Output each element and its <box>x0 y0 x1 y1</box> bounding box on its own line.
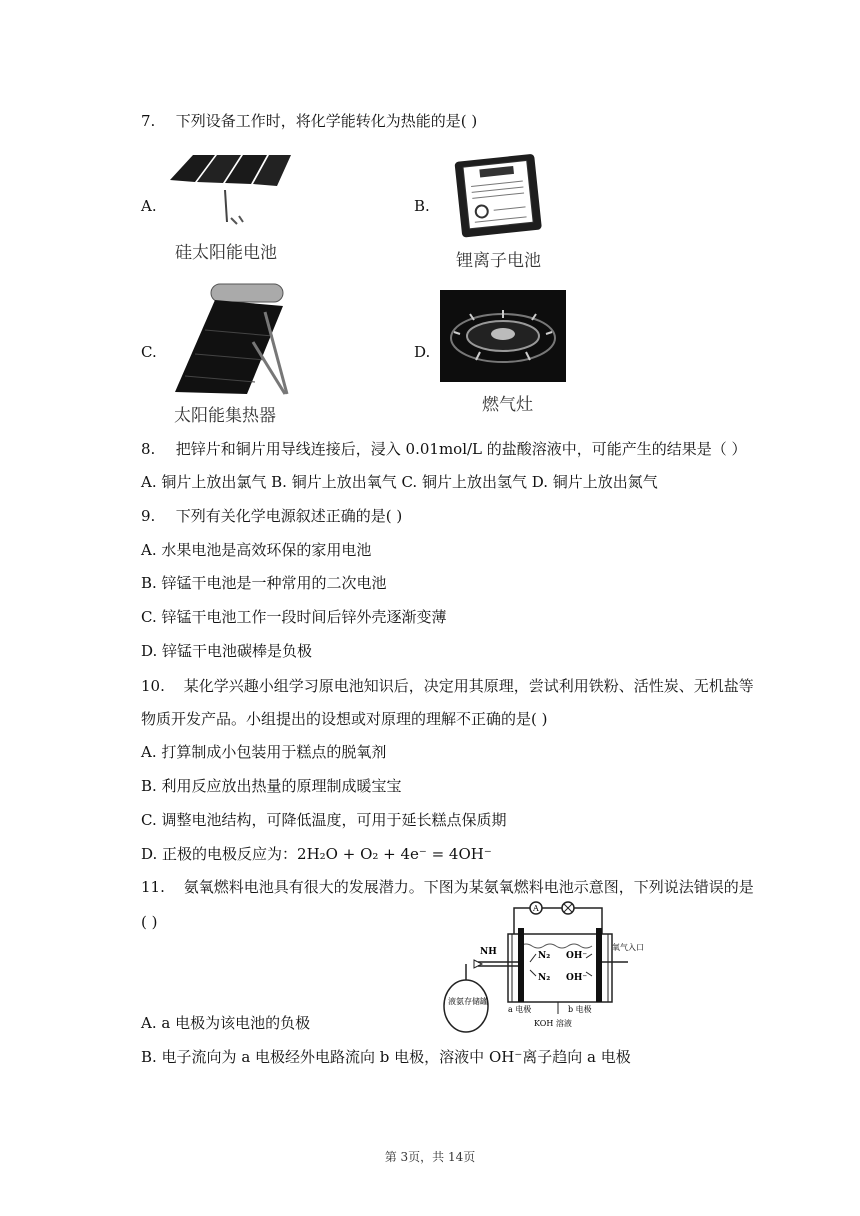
question-9 <box>141 506 402 526</box>
option-a-label: A. <box>141 197 157 215</box>
question-10 <box>141 676 754 696</box>
option-line: D. 正极的电极反应为：2H₂O + O₂ + 4e⁻ = 4OH⁻ <box>141 845 492 863</box>
option-d-caption: 燃气灶 <box>482 395 533 415</box>
question-text-line1: 氨氧燃料电池具有很大的发展潜力。下图为某氨氧燃料电池示意图，下列说法错误的是 <box>183 878 754 896</box>
question-7 <box>141 111 477 131</box>
oh-top-label: OH⁻ <box>566 951 588 961</box>
option-line: A. a 电极为该电池的负极 <box>141 1014 311 1032</box>
n2-top-label: N₂ <box>538 951 551 961</box>
electrode-b-label: b 电极 <box>568 1005 592 1014</box>
option-c-label: C. <box>141 343 157 361</box>
question-8-options: A. 铜片上放出氯气 B. 铜片上放出氧气 C. 铜片上放出氢气 D. 铜片上放出氮气 <box>141 473 658 491</box>
battery-image <box>440 148 550 240</box>
ammeter-label: A <box>533 904 539 913</box>
electrode-b <box>596 928 602 1002</box>
option-b-label: B. <box>414 197 430 215</box>
question-11 <box>141 877 754 897</box>
option-line: A. 打算制成小包装用于糕点的脱氧剂 <box>141 743 387 761</box>
ammonia-tank <box>444 980 488 1032</box>
solar-panel-image <box>165 150 295 240</box>
question-8 <box>141 439 747 459</box>
option-d-label: D. <box>414 343 431 361</box>
question-number: 10. <box>141 677 165 695</box>
option-c-caption: 太阳能集热器 <box>174 406 276 426</box>
solar-heater-image <box>165 282 295 400</box>
question-text-line2: 物质开发产品。小组提出的设想或对原理的理解不正确的是( ) <box>141 710 548 728</box>
option-line: D. 锌锰干电池碳棒是负极 <box>141 642 313 660</box>
option-line: C. 锌锰干电池工作一段时间后锌外壳逐渐变薄 <box>141 608 447 626</box>
option-b-caption: 锂离子电池 <box>456 251 541 271</box>
question-text: 下列有关化学电源叙述正确的是( ) <box>175 507 403 525</box>
option-line: B. 锌锰干电池是一种常用的二次电池 <box>141 574 387 592</box>
electrode-a-label: a 电极 <box>508 1005 532 1014</box>
question-text-line1: 某化学兴趣小组学习原电池知识后，决定用其原理，尝试利用铁粉、活性炭、无机盐等 <box>183 677 754 695</box>
tank-label: 液氨存储罐 <box>448 997 488 1006</box>
n2-bottom-label: N₂ <box>538 973 551 983</box>
gas-stove-image <box>440 290 566 382</box>
fuel-cell-diagram <box>438 898 644 1034</box>
electrode-a <box>518 928 524 1002</box>
option-line: B. 利用反应放出热量的原理制成暖宝宝 <box>141 777 402 795</box>
question-text-line2: ( ) <box>141 913 158 931</box>
question-number: 8. <box>141 440 156 458</box>
question-number: 7. <box>141 112 156 130</box>
option-line: C. 调整电池结构，可降低温度，可用于延长糕点保质期 <box>141 811 507 829</box>
page-footer: 第 3页，共 14页 <box>384 1150 476 1164</box>
oh-bottom-label: OH⁻ <box>566 973 588 983</box>
solution-label: KOH 溶液 <box>534 1019 572 1028</box>
option-a-caption: 硅太阳能电池 <box>175 243 277 263</box>
question-text: 下列设备工作时，将化学能转化为热能的是( ) <box>175 112 478 130</box>
question-number: 9. <box>141 507 156 525</box>
option-line: B. 电子流向为 a 电极经外电路流向 b 电极，溶液中 OH⁻离子趋向 a 电极 <box>141 1048 631 1066</box>
question-number: 11. <box>141 878 165 896</box>
option-line: A. 水果电池是高效环保的家用电池 <box>141 541 372 559</box>
oxygen-inlet-label: 氧气入口 <box>612 943 644 952</box>
nh3-label: NH <box>480 947 497 957</box>
question-text: 把锌片和铜片用导线连接后，浸入 0.01mol/L 的盐酸溶液中，可能产生的结果是（ ） <box>175 440 747 458</box>
